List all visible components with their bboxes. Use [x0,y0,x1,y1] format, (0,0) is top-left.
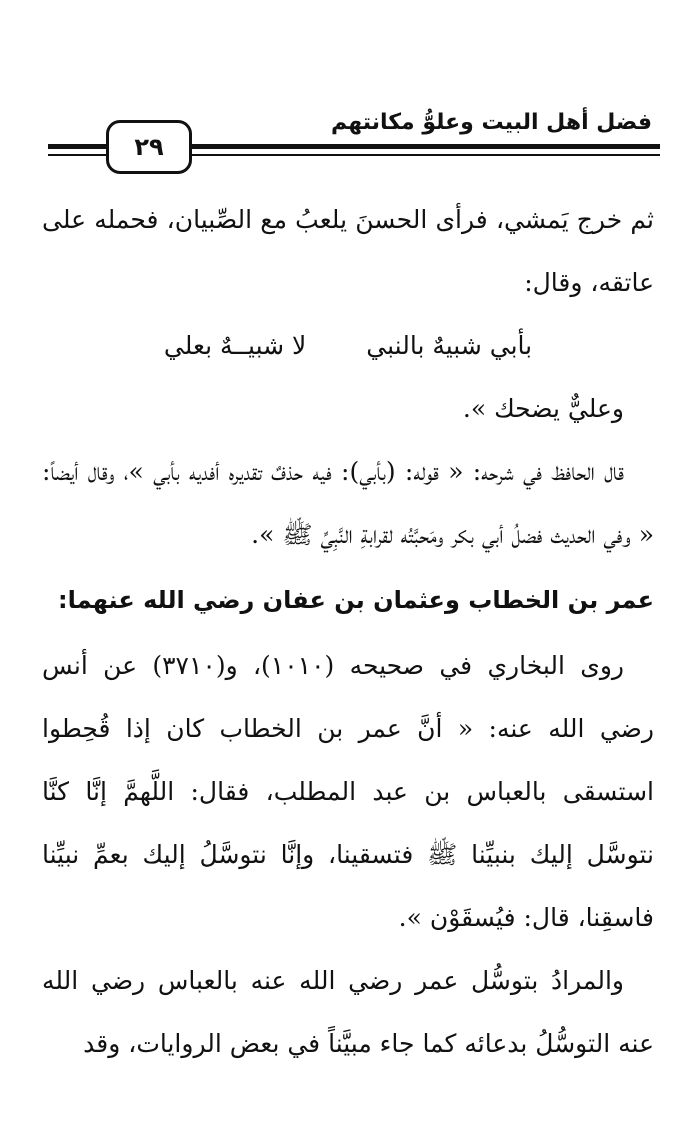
paragraph-3: روى البخاري في صحيحه (١٠١٠)، و(٣٧١٠) عن أنس رضي الله عنه: « أنَّ عمر بن الخطاب كان إذا قُحِطوا استسقى بالعباس بن عبد المطلب، فقال: اللَّهمَّ إنَّا كنَّا نتوسَّل إليك بنبيِّنا ﷺ فتسقينا، وإنَّا نتوسَّلُ إليك بعمِّ نبيِّنا فاسقِنا، قال: فيُسقَوْن ». [42,651,654,932]
running-title: فضل أهل البيت وعلوُّ مكانتهم [330,110,652,135]
poem-verse [42,314,654,377]
paragraph-4: والمرادُ بتوسُّل عمر رضي الله عنه بالعباس رضي الله عنه التوسُّلُ بدعائه كما جاء مبيَّناً في بعض الروايات، وقد [42,966,654,1058]
paragraph-1: ثم خرج يَمشي، فرأى الحسنَ يلعبُ مع الصِّبيان، فحمله على عاتقه، وقال: [42,205,654,297]
verse-second-hemistich: لا شبيــهٌ بعلي [163,331,307,360]
paragraph-1-end: وعليٌّ يضحك ». [462,394,624,423]
page-number: ٢٩ [106,120,192,174]
verse-first-hemistich: بأبي شبيهٌ بالنبي [366,331,533,360]
page-body [42,188,654,1075]
page-header [40,100,660,170]
section-heading: عمر بن الخطاب وعثمان بن عفان رضي الله عنهما: [58,586,654,614]
paragraph-2: قال الحافظ في شرحه: « قوله: (بأبي): فيه حذفٌ تقديره أفديه بأبي »، وقال أيضاً: « وفي الحديث فضلُ أبي بكر ومَحبَّتُه لقرابةِ النَّبِيِّ ﷺ ». [42,457,654,549]
